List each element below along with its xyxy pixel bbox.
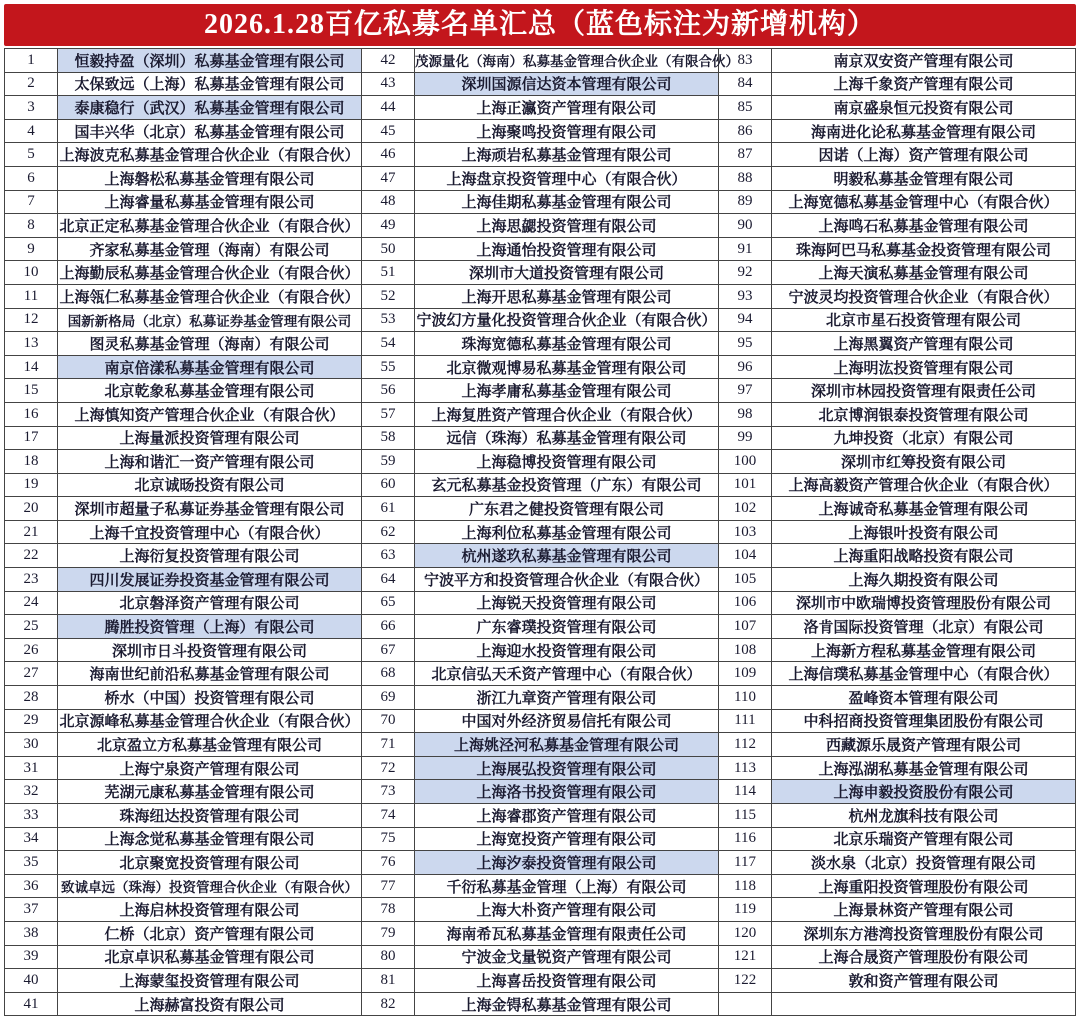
- rank-cell: 103: [719, 520, 772, 544]
- fund-name-cell: 深圳市超量子私募证券基金管理有限公司: [58, 497, 362, 521]
- rank-cell: 16: [5, 402, 58, 426]
- rank-cell: 101: [719, 473, 772, 497]
- rank-cell: 22: [5, 544, 58, 568]
- rank-cell: 61: [362, 497, 415, 521]
- rank-cell: 51: [362, 261, 415, 285]
- fund-name-cell: 上海喜岳投资管理有限公司: [415, 969, 719, 993]
- fund-name-cell-new: 上海姚泾河私募基金管理有限公司: [415, 733, 719, 757]
- fund-name-cell: 图灵私募基金管理（海南）有限公司: [58, 332, 362, 356]
- rank-cell: 110: [719, 686, 772, 710]
- rank-cell: 13: [5, 332, 58, 356]
- fund-name-cell: 中国对外经济贸易信托有限公司: [415, 709, 719, 733]
- rank-cell: 52: [362, 284, 415, 308]
- fund-name-cell-new: 恒毅持盈（深圳）私募基金管理有限公司: [58, 49, 362, 73]
- rank-cell: 107: [719, 615, 772, 639]
- fund-name-cell: 致诚卓远（珠海）投资管理合伙企业（有限合伙）: [58, 874, 362, 898]
- fund-name-cell: 国新新格局（北京）私募证券基金管理有限公司: [58, 308, 362, 332]
- rank-cell: 43: [362, 72, 415, 96]
- fund-name-cell: 南京盛泉恒元投资有限公司: [772, 96, 1076, 120]
- table-row: [5, 284, 1076, 308]
- fund-name-cell: 浙江九章资产管理有限公司: [415, 686, 719, 710]
- rank-cell: 115: [719, 804, 772, 828]
- rank-cell: 45: [362, 119, 415, 143]
- table-row: [5, 308, 1076, 332]
- rank-cell: 12: [5, 308, 58, 332]
- fund-name-cell: 上海顽岩私募基金管理有限公司: [415, 143, 719, 167]
- rank-cell: 53: [362, 308, 415, 332]
- fund-name-cell: 深圳东方港湾投资管理股份有限公司: [772, 921, 1076, 945]
- rank-cell: [719, 992, 772, 1016]
- fund-name-cell: 上海盘京投资管理中心（有限合伙）: [415, 166, 719, 190]
- rank-cell: 29: [5, 709, 58, 733]
- rank-cell: 102: [719, 497, 772, 521]
- fund-name-cell: 上海赫富投资有限公司: [58, 992, 362, 1016]
- rank-cell: 108: [719, 638, 772, 662]
- fund-name-cell: 上海重阳战略投资有限公司: [772, 544, 1076, 568]
- fund-name-cell-new: 腾胜投资管理（上海）有限公司: [58, 615, 362, 639]
- rank-cell: 84: [719, 72, 772, 96]
- fund-name-cell: 国丰兴华（北京）私募基金管理有限公司: [58, 119, 362, 143]
- fund-name-cell-new: 上海申毅投资股份有限公司: [772, 780, 1076, 804]
- table-row: [5, 143, 1076, 167]
- rank-cell: 7: [5, 190, 58, 214]
- fund-name-cell: 珠海纽达投资管理有限公司: [58, 804, 362, 828]
- rank-cell: 34: [5, 827, 58, 851]
- table-row: [5, 662, 1076, 686]
- rank-cell: 57: [362, 402, 415, 426]
- fund-name-cell: 上海开思私募基金管理有限公司: [415, 284, 719, 308]
- rank-cell: 59: [362, 450, 415, 474]
- table-row: [5, 497, 1076, 521]
- rank-cell: 121: [719, 945, 772, 969]
- rank-cell: 92: [719, 261, 772, 285]
- fund-name-cell: 北京市星石投资管理有限公司: [772, 308, 1076, 332]
- table-row: [5, 49, 1076, 73]
- table-row: [5, 237, 1076, 261]
- rank-cell: 26: [5, 638, 58, 662]
- rank-cell: 118: [719, 874, 772, 898]
- rank-cell: 70: [362, 709, 415, 733]
- rank-cell: 98: [719, 402, 772, 426]
- fund-name-cell: 北京磐泽资产管理有限公司: [58, 591, 362, 615]
- table-row: [5, 921, 1076, 945]
- rank-cell: 111: [719, 709, 772, 733]
- table-row: [5, 686, 1076, 710]
- rank-cell: 120: [719, 921, 772, 945]
- fund-name-cell: 明毅私募基金管理有限公司: [772, 166, 1076, 190]
- rank-cell: 24: [5, 591, 58, 615]
- rank-cell: 100: [719, 450, 772, 474]
- rank-cell: 113: [719, 756, 772, 780]
- rank-cell: 56: [362, 379, 415, 403]
- fund-name-cell: 北京卓识私募基金管理有限公司: [58, 945, 362, 969]
- fund-name-cell: 北京诚旸投资有限公司: [58, 473, 362, 497]
- rank-cell: 21: [5, 520, 58, 544]
- rank-cell: 67: [362, 638, 415, 662]
- table-row: [5, 615, 1076, 639]
- table-row: [5, 119, 1076, 143]
- fund-name-cell: 因诺（上海）资产管理有限公司: [772, 143, 1076, 167]
- fund-name-cell: 上海思勰投资管理有限公司: [415, 214, 719, 238]
- rank-cell: 32: [5, 780, 58, 804]
- rank-cell: 17: [5, 426, 58, 450]
- table-row: [5, 756, 1076, 780]
- rank-cell: 60: [362, 473, 415, 497]
- fund-name-cell: 上海景林资产管理有限公司: [772, 898, 1076, 922]
- fund-name-cell: 上海量派投资管理有限公司: [58, 426, 362, 450]
- table-row: [5, 709, 1076, 733]
- rank-cell: 106: [719, 591, 772, 615]
- rank-cell: 97: [719, 379, 772, 403]
- rank-cell: 89: [719, 190, 772, 214]
- table-row: [5, 898, 1076, 922]
- rank-cell: 76: [362, 851, 415, 875]
- fund-name-cell: 北京源峰私募基金管理合伙企业（有限合伙）: [58, 709, 362, 733]
- rank-cell: 82: [362, 992, 415, 1016]
- rank-cell: 78: [362, 898, 415, 922]
- fund-name-cell: 北京乐瑞资产管理有限公司: [772, 827, 1076, 851]
- rank-cell: 46: [362, 143, 415, 167]
- fund-name-cell: 深圳市红筹投资有限公司: [772, 450, 1076, 474]
- fund-name-cell: 上海聚鸣投资管理有限公司: [415, 119, 719, 143]
- rank-cell: 83: [719, 49, 772, 73]
- rank-cell: 44: [362, 96, 415, 120]
- fund-name-cell: 上海泓湖私募基金管理有限公司: [772, 756, 1076, 780]
- rank-cell: 47: [362, 166, 415, 190]
- fund-name-cell: 深圳市日斗投资管理有限公司: [58, 638, 362, 662]
- table-row: [5, 874, 1076, 898]
- fund-name-cell: 海南世纪前沿私募基金管理有限公司: [58, 662, 362, 686]
- fund-name-cell-new: 上海展弘投资管理有限公司: [415, 756, 719, 780]
- rank-cell: 9: [5, 237, 58, 261]
- fund-name-cell-new: 上海洛书投资管理有限公司: [415, 780, 719, 804]
- rank-cell: 109: [719, 662, 772, 686]
- rank-cell: 69: [362, 686, 415, 710]
- rank-cell: 85: [719, 96, 772, 120]
- fund-name-cell: [772, 992, 1076, 1016]
- rank-cell: 3: [5, 96, 58, 120]
- rank-cell: 105: [719, 568, 772, 592]
- fund-name-cell: 上海念觉私募基金管理有限公司: [58, 827, 362, 851]
- rank-cell: 77: [362, 874, 415, 898]
- fund-name-cell: 上海大朴资产管理有限公司: [415, 898, 719, 922]
- fund-name-cell: 上海衍复投资管理有限公司: [58, 544, 362, 568]
- rank-cell: 86: [719, 119, 772, 143]
- table-row: [5, 72, 1076, 96]
- fund-name-cell: 上海佳期私募基金管理有限公司: [415, 190, 719, 214]
- table-row: [5, 473, 1076, 497]
- fund-name-cell: 北京盈立方私募基金管理有限公司: [58, 733, 362, 757]
- rank-cell: 81: [362, 969, 415, 993]
- fund-list-table: [4, 48, 1076, 1016]
- fund-name-cell: 仁桥（北京）资产管理有限公司: [58, 921, 362, 945]
- fund-name-cell: 北京聚宽投资管理有限公司: [58, 851, 362, 875]
- rank-cell: 38: [5, 921, 58, 945]
- table-row: [5, 804, 1076, 828]
- rank-cell: 48: [362, 190, 415, 214]
- rank-cell: 66: [362, 615, 415, 639]
- fund-name-cell: 珠海阿巴马私募基金投资管理有限公司: [772, 237, 1076, 261]
- fund-name-cell: 上海磐松私募基金管理有限公司: [58, 166, 362, 190]
- rank-cell: 5: [5, 143, 58, 167]
- fund-name-cell: 上海金锝私募基金管理有限公司: [415, 992, 719, 1016]
- rank-cell: 2: [5, 72, 58, 96]
- rank-cell: 58: [362, 426, 415, 450]
- fund-name-cell: 上海通怡投资管理有限公司: [415, 237, 719, 261]
- rank-cell: 117: [719, 851, 772, 875]
- rank-cell: 90: [719, 214, 772, 238]
- fund-name-cell: 上海勤辰私募基金管理合伙企业（有限合伙）: [58, 261, 362, 285]
- fund-name-cell: 上海利位私募基金管理有限公司: [415, 520, 719, 544]
- fund-name-cell: 北京博润银泰投资管理有限公司: [772, 402, 1076, 426]
- table-row: [5, 214, 1076, 238]
- fund-name-cell: 上海天演私募基金管理有限公司: [772, 261, 1076, 285]
- fund-name-cell: 上海宽投资产管理有限公司: [415, 827, 719, 851]
- table-row: [5, 450, 1076, 474]
- fund-name-cell: 芜湖元康私募基金管理有限公司: [58, 780, 362, 804]
- fund-name-cell: 上海正瀛资产管理有限公司: [415, 96, 719, 120]
- fund-name-cell: 上海和谐汇一资产管理有限公司: [58, 450, 362, 474]
- fund-name-cell: 宁波灵均投资管理合伙企业（有限合伙）: [772, 284, 1076, 308]
- fund-name-cell: 上海新方程私募基金管理有限公司: [772, 638, 1076, 662]
- rank-cell: 72: [362, 756, 415, 780]
- fund-name-cell: 敦和资产管理有限公司: [772, 969, 1076, 993]
- fund-name-cell-new: 四川发展证券投资基金管理有限公司: [58, 568, 362, 592]
- fund-name-cell-new: 泰康稳行（武汉）私募基金管理有限公司: [58, 96, 362, 120]
- rank-cell: 6: [5, 166, 58, 190]
- rank-cell: 20: [5, 497, 58, 521]
- table-row: [5, 402, 1076, 426]
- fund-name-cell: 上海波克私募基金管理合伙企业（有限合伙）: [58, 143, 362, 167]
- fund-name-cell: 北京微观博易私募基金管理有限公司: [415, 355, 719, 379]
- table-row: [5, 96, 1076, 120]
- rank-cell: 55: [362, 355, 415, 379]
- page-title: 2026.1.28百亿私募名单汇总（蓝色标注为新增机构）: [4, 4, 1076, 46]
- fund-name-cell: 海南进化论私募基金管理有限公司: [772, 119, 1076, 143]
- table-row: [5, 591, 1076, 615]
- rank-cell: 27: [5, 662, 58, 686]
- rank-cell: 93: [719, 284, 772, 308]
- fund-name-cell-new: 南京倍漾私募基金管理有限公司: [58, 355, 362, 379]
- fund-name-cell: 上海锐天投资管理有限公司: [415, 591, 719, 615]
- rank-cell: 15: [5, 379, 58, 403]
- fund-name-cell: 深圳市中欧瑞博投资管理股份有限公司: [772, 591, 1076, 615]
- rank-cell: 54: [362, 332, 415, 356]
- fund-name-cell: 上海千象资产管理有限公司: [772, 72, 1076, 96]
- rank-cell: 74: [362, 804, 415, 828]
- fund-name-cell: 齐家私募基金管理（海南）有限公司: [58, 237, 362, 261]
- table-row: [5, 190, 1076, 214]
- rank-cell: 39: [5, 945, 58, 969]
- fund-name-cell: 上海高毅资产管理合伙企业（有限合伙）: [772, 473, 1076, 497]
- rank-cell: 95: [719, 332, 772, 356]
- table-row: [5, 332, 1076, 356]
- fund-name-cell: 桥水（中国）投资管理有限公司: [58, 686, 362, 710]
- table-row: [5, 261, 1076, 285]
- fund-name-cell-new: 深圳国源信达资本管理有限公司: [415, 72, 719, 96]
- rank-cell: 122: [719, 969, 772, 993]
- rank-cell: 50: [362, 237, 415, 261]
- fund-name-cell: 上海黑翼资产管理有限公司: [772, 332, 1076, 356]
- rank-cell: 40: [5, 969, 58, 993]
- fund-name-cell-new: 上海汐泰投资管理有限公司: [415, 851, 719, 875]
- rank-cell: 37: [5, 898, 58, 922]
- rank-cell: 33: [5, 804, 58, 828]
- rank-cell: 11: [5, 284, 58, 308]
- fund-name-cell: 玄元私募基金投资管理（广东）有限公司: [415, 473, 719, 497]
- fund-name-cell: 珠海宽德私募基金管理有限公司: [415, 332, 719, 356]
- rank-cell: 18: [5, 450, 58, 474]
- fund-name-cell: 上海宁泉资产管理有限公司: [58, 756, 362, 780]
- fund-name-cell: 宁波平方和投资管理合伙企业（有限合伙）: [415, 568, 719, 592]
- fund-name-cell: 上海银叶投资有限公司: [772, 520, 1076, 544]
- rank-cell: 79: [362, 921, 415, 945]
- fund-name-cell: 上海迎水投资管理有限公司: [415, 638, 719, 662]
- table-row: [5, 733, 1076, 757]
- rank-cell: 94: [719, 308, 772, 332]
- rank-cell: 91: [719, 237, 772, 261]
- rank-cell: 28: [5, 686, 58, 710]
- fund-name-cell: 上海启林投资管理有限公司: [58, 898, 362, 922]
- fund-name-cell: 上海千宜投资管理中心（有限合伙）: [58, 520, 362, 544]
- fund-name-cell: 深圳市林园投资管理有限责任公司: [772, 379, 1076, 403]
- fund-name-cell: 北京信弘天禾资产管理中心（有限合伙）: [415, 662, 719, 686]
- rank-cell: 10: [5, 261, 58, 285]
- fund-name-cell: 海南希瓦私募基金管理有限责任公司: [415, 921, 719, 945]
- fund-name-cell: 上海鸣石私募基金管理有限公司: [772, 214, 1076, 238]
- table-row: [5, 568, 1076, 592]
- fund-name-cell: 上海稳博投资管理有限公司: [415, 450, 719, 474]
- fund-name-cell-new: 杭州遂玖私募基金管理有限公司: [415, 544, 719, 568]
- rank-cell: 4: [5, 119, 58, 143]
- fund-name-cell: 杭州龙旗科技有限公司: [772, 804, 1076, 828]
- fund-name-cell: 广东君之健投资管理有限公司: [415, 497, 719, 521]
- table-row: [5, 520, 1076, 544]
- fund-name-cell: 上海蒙玺投资管理有限公司: [58, 969, 362, 993]
- rank-cell: 75: [362, 827, 415, 851]
- fund-name-cell: 淡水泉（北京）投资管理有限公司: [772, 851, 1076, 875]
- table-row: [5, 945, 1076, 969]
- fund-name-cell: 西藏源乐晟资产管理有限公司: [772, 733, 1076, 757]
- rank-cell: 41: [5, 992, 58, 1016]
- fund-name-cell: 上海睿量私募基金管理有限公司: [58, 190, 362, 214]
- fund-name-cell: 茂源量化（海南）私募基金管理合伙企业（有限合伙）: [415, 49, 719, 73]
- fund-name-cell: 上海明汯投资管理有限公司: [772, 355, 1076, 379]
- rank-cell: 112: [719, 733, 772, 757]
- table-row: [5, 379, 1076, 403]
- rank-cell: 71: [362, 733, 415, 757]
- rank-cell: 31: [5, 756, 58, 780]
- fund-name-cell: 南京双安资产管理有限公司: [772, 49, 1076, 73]
- fund-name-cell: 上海孝庸私募基金管理有限公司: [415, 379, 719, 403]
- table-row: [5, 426, 1076, 450]
- fund-name-cell: 九坤投资（北京）有限公司: [772, 426, 1076, 450]
- rank-cell: 63: [362, 544, 415, 568]
- rank-cell: 1: [5, 49, 58, 73]
- table-row: [5, 355, 1076, 379]
- fund-name-cell: 上海重阳投资管理股份有限公司: [772, 874, 1076, 898]
- rank-cell: 96: [719, 355, 772, 379]
- table-row: [5, 166, 1076, 190]
- fund-name-cell: 宁波金戈量锐资产管理有限公司: [415, 945, 719, 969]
- rank-cell: 23: [5, 568, 58, 592]
- rank-cell: 99: [719, 426, 772, 450]
- fund-name-cell: 上海慎知资产管理合伙企业（有限合伙）: [58, 402, 362, 426]
- rank-cell: 36: [5, 874, 58, 898]
- fund-name-cell: 深圳市大道投资管理有限公司: [415, 261, 719, 285]
- rank-cell: 65: [362, 591, 415, 615]
- fund-name-cell: 上海信璞私募基金管理中心（有限合伙）: [772, 662, 1076, 686]
- fund-name-cell: 远信（珠海）私募基金管理有限公司: [415, 426, 719, 450]
- fund-name-cell: 千衍私募基金管理（上海）有限公司: [415, 874, 719, 898]
- rank-cell: 68: [362, 662, 415, 686]
- rank-cell: 114: [719, 780, 772, 804]
- rank-cell: 116: [719, 827, 772, 851]
- fund-name-cell: 洛肯国际投资管理（北京）有限公司: [772, 615, 1076, 639]
- fund-name-cell: 上海合晟资产管理股份有限公司: [772, 945, 1076, 969]
- fund-name-cell: 宁波幻方量化投资管理合伙企业（有限合伙）: [415, 308, 719, 332]
- rank-cell: 87: [719, 143, 772, 167]
- rank-cell: 30: [5, 733, 58, 757]
- rank-cell: 49: [362, 214, 415, 238]
- table-row: [5, 992, 1076, 1016]
- fund-name-cell: 上海睿郡资产管理有限公司: [415, 804, 719, 828]
- fund-name-cell: 北京乾象私募基金管理有限公司: [58, 379, 362, 403]
- fund-name-cell: 广东睿璞投资管理有限公司: [415, 615, 719, 639]
- fund-name-cell: 太保致远（上海）私募基金管理有限公司: [58, 72, 362, 96]
- table-row: [5, 969, 1076, 993]
- rank-cell: 64: [362, 568, 415, 592]
- fund-name-cell: 盈峰资本管理有限公司: [772, 686, 1076, 710]
- fund-name-cell: 上海宽德私募基金管理中心（有限合伙）: [772, 190, 1076, 214]
- table-row: [5, 851, 1076, 875]
- rank-cell: 88: [719, 166, 772, 190]
- table-row: [5, 780, 1076, 804]
- rank-cell: 73: [362, 780, 415, 804]
- fund-name-cell: 上海瓴仁私募基金管理合伙企业（有限合伙）: [58, 284, 362, 308]
- rank-cell: 8: [5, 214, 58, 238]
- rank-cell: 80: [362, 945, 415, 969]
- rank-cell: 19: [5, 473, 58, 497]
- fund-name-cell: 北京正定私募基金管理合伙企业（有限合伙）: [58, 214, 362, 238]
- table-row: [5, 544, 1076, 568]
- rank-cell: 42: [362, 49, 415, 73]
- rank-cell: 119: [719, 898, 772, 922]
- fund-name-cell: 上海久期投资有限公司: [772, 568, 1076, 592]
- fund-name-cell: 中科招商投资管理集团股份有限公司: [772, 709, 1076, 733]
- rank-cell: 25: [5, 615, 58, 639]
- fund-name-cell: 上海复胜资产管理合伙企业（有限合伙）: [415, 402, 719, 426]
- rank-cell: 14: [5, 355, 58, 379]
- rank-cell: 35: [5, 851, 58, 875]
- rank-cell: 104: [719, 544, 772, 568]
- table-row: [5, 827, 1076, 851]
- rank-cell: 62: [362, 520, 415, 544]
- fund-name-cell: 上海诚奇私募基金管理有限公司: [772, 497, 1076, 521]
- table-row: [5, 638, 1076, 662]
